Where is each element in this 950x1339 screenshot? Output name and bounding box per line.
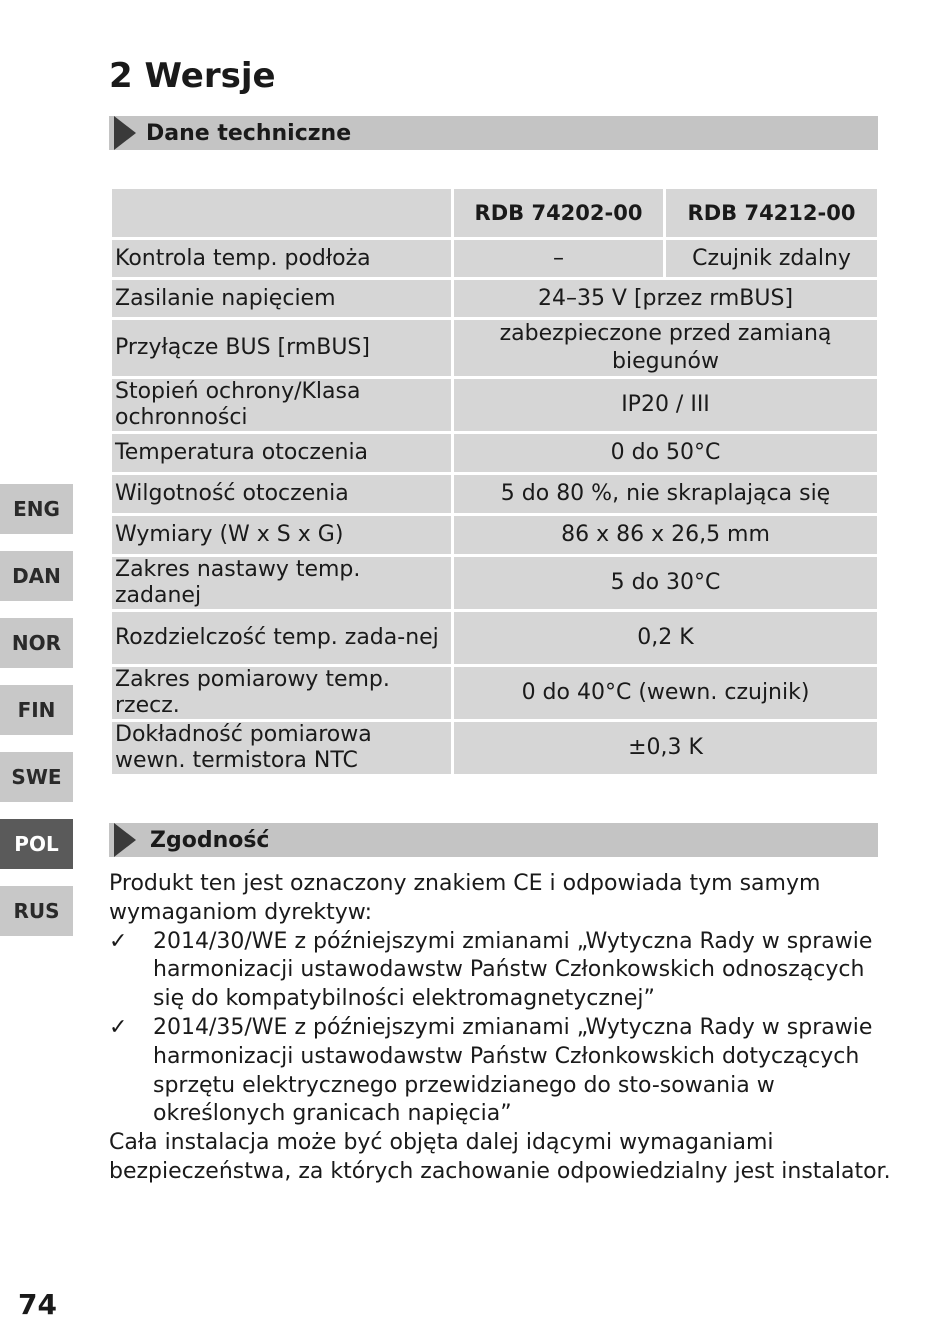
list-item xyxy=(109,928,899,1014)
row-label: Dokładność pomiarowa wewn. termistora NTC xyxy=(111,721,453,776)
row-value: 0 do 40°C (wewn. czujnik) xyxy=(453,666,879,721)
table-header-row xyxy=(111,188,879,239)
row-label: Wymiary (W x S x G) xyxy=(111,515,453,556)
row-value: 5 do 80 %, nie skraplająca się xyxy=(453,474,879,515)
page-title: 2 Wersje xyxy=(109,56,276,96)
directive-text: 2014/35/WE z późniejszymi zmianami „Wytyczna Rady w sprawie harmonizacji ustawodawstw Państw Członkowskich dotyczących sprzętu elektrycznego przewidzianego do sto-sowania w określonych granicach napięcia” xyxy=(153,1014,873,1127)
row-value: 0 do 50°C xyxy=(453,433,879,474)
row-label: Stopień ochrony/Klasa ochronności xyxy=(111,378,453,433)
table-row xyxy=(111,556,879,611)
tab-pol[interactable]: POL xyxy=(0,819,73,869)
row-label: Kontrola temp. podłoża xyxy=(111,239,453,279)
tab-dan[interactable]: DAN xyxy=(0,551,73,601)
table-row xyxy=(111,239,879,279)
conformity-text xyxy=(109,870,899,1187)
section-title: Dane techniczne xyxy=(146,120,352,146)
table-row xyxy=(111,279,879,319)
row-value: ±0,3 K xyxy=(453,721,879,776)
triangle-right-icon xyxy=(114,116,136,150)
triangle-right-icon xyxy=(114,823,136,857)
row-value: Czujnik zdalny xyxy=(665,239,879,279)
tab-fin[interactable]: FIN xyxy=(0,685,73,735)
checkmark-icon: ✓ xyxy=(109,928,128,954)
directive-text: 2014/30/WE z późniejszymi zmianami „Wytyczna Rady w sprawie harmonizacji ustawodawstw Państw Członkowskich odnoszących się do kompatybilności elektromagnetycznej” xyxy=(153,928,873,1012)
row-value: 5 do 30°C xyxy=(453,556,879,611)
row-label: Przyłącze BUS [rmBUS] xyxy=(111,319,453,378)
spec-table xyxy=(109,186,880,777)
row-label: Wilgotność otoczenia xyxy=(111,474,453,515)
row-label: Zasilanie napięciem xyxy=(111,279,453,319)
row-value: 24–35 V [przez rmBUS] xyxy=(453,279,879,319)
row-value: 86 x 86 x 26,5 mm xyxy=(453,515,879,556)
row-value: – xyxy=(453,239,665,279)
table-header-cell: RDB 74202-00 xyxy=(453,188,665,239)
conformity-outro: Cała instalacja może być objęta dalej idącymi wymaganiami bezpieczeństwa, za których zachowanie odpowiedzialny jest instalator. xyxy=(109,1130,891,1184)
table-row xyxy=(111,721,879,776)
conformity-intro: Produkt ten jest oznaczony znakiem CE i odpowiada tym samym wymaganiom dyrektyw: xyxy=(109,871,821,925)
row-label: Zakres nastawy temp. zadanej xyxy=(111,556,453,611)
tab-rus[interactable]: RUS xyxy=(0,886,73,936)
tab-eng[interactable]: ENG xyxy=(0,484,73,534)
row-value: 0,2 K xyxy=(453,611,879,666)
list-item xyxy=(109,1014,899,1129)
table-row xyxy=(111,474,879,515)
tab-nor[interactable]: NOR xyxy=(0,618,73,668)
page-number: 74 xyxy=(18,1288,57,1321)
table-header-cell xyxy=(111,188,453,239)
row-label: Zakres pomiarowy temp. rzecz. xyxy=(111,666,453,721)
table-row xyxy=(111,666,879,721)
table-row xyxy=(111,515,879,556)
row-label: Temperatura otoczenia xyxy=(111,433,453,474)
table-header-cell: RDB 74212-00 xyxy=(665,188,879,239)
row-label: Rozdzielczość temp. zada-nej xyxy=(111,611,453,666)
table-row xyxy=(111,433,879,474)
row-value: zabezpieczone przed zamianą biegunów xyxy=(453,319,879,378)
language-tabs xyxy=(0,484,73,953)
table-row xyxy=(111,378,879,433)
table-row xyxy=(111,611,879,666)
checkmark-icon: ✓ xyxy=(109,1014,128,1040)
tab-swe[interactable]: SWE xyxy=(0,752,73,802)
section-title: Zgodność xyxy=(150,827,270,853)
table-row xyxy=(111,319,879,378)
directive-list xyxy=(109,928,899,1130)
row-value: IP20 / III xyxy=(453,378,879,433)
section-header-conformity xyxy=(109,823,878,857)
section-header-tech xyxy=(109,116,878,150)
